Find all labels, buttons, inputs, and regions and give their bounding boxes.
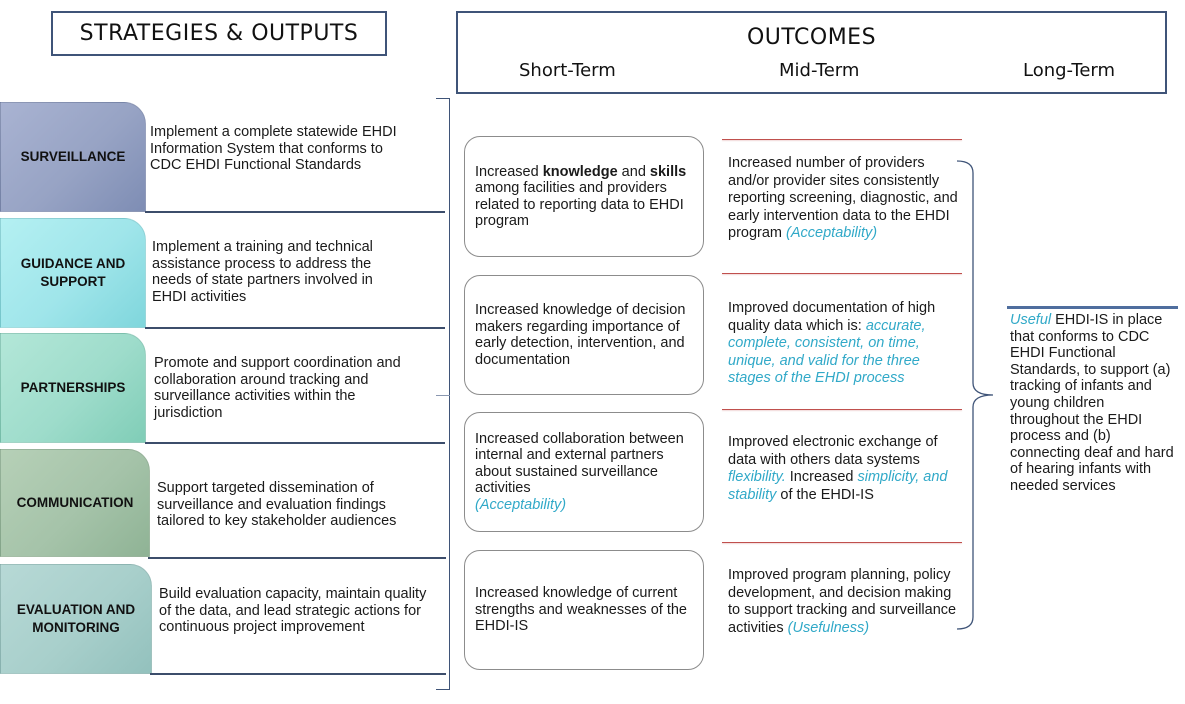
short-term-outcome: Increased knowledge of decision makers regarding importance of early detection, intervention, and documentation bbox=[464, 275, 704, 395]
mid-term-outcome: Improved program planning, policy development, and decision making to support tracking and surveillance activities (Usefulness) bbox=[728, 567, 957, 636]
short-term-outcome: Increased knowledge and skills among facilities and providers related to reporting data to EHDI program bbox=[464, 136, 704, 257]
outcomes-header-box bbox=[456, 11, 1167, 94]
row-divider bbox=[150, 673, 446, 675]
strategies-title: STRATEGIES & OUTPUTS bbox=[79, 21, 359, 46]
mid-term-outcome: Improved electronic exchange of data with others data systems flexibility. Increased simplicity, and stability of the EHDI-IS bbox=[728, 434, 948, 503]
short-term-outcome: Increased knowledge of current strengths and weaknesses of the EHDI-IS bbox=[464, 550, 704, 670]
category-communication bbox=[0, 449, 150, 557]
mid-term-brace bbox=[955, 155, 995, 635]
category-label: EVALUATION AND MONITORING bbox=[16, 602, 136, 635]
output-communication: Support targeted dissemination of surveillance and evaluation findings tailored to key stakeholder audiences bbox=[157, 480, 397, 529]
output-surveillance: Implement a complete statewide EHDI Information System that conforms to CDC EHDI Functional Standards bbox=[150, 124, 397, 173]
category-label: COMMUNICATION bbox=[16, 495, 134, 510]
column-mid-term: Mid-Term bbox=[779, 60, 860, 81]
column-long-term: Long-Term bbox=[1023, 60, 1116, 81]
mid-term-divider bbox=[722, 542, 962, 543]
data-quality-attributes: accurate, complete, consistent, on time, unique, and valid for the three stages of the EHDI process bbox=[728, 317, 926, 386]
category-label: GUIDANCE AND SUPPORT bbox=[20, 256, 126, 289]
category-guidance-and-support bbox=[0, 218, 146, 328]
row-divider bbox=[145, 442, 445, 444]
strategies-header-box bbox=[51, 11, 387, 56]
outcomes-title: OUTCOMES bbox=[746, 25, 877, 50]
category-label: PARTNERSHIPS bbox=[20, 380, 126, 395]
category-evaluation-and-monitoring bbox=[0, 564, 152, 674]
column-short-term: Short-Term bbox=[519, 60, 616, 81]
output-evaluation-and-monitoring: Build evaluation capacity, maintain quality of the data, and lead strategic actions for continuous project improvement bbox=[159, 586, 427, 635]
row-divider bbox=[145, 327, 445, 329]
mid-term-divider bbox=[722, 273, 962, 274]
strategies-bracket bbox=[436, 98, 450, 690]
emphasis-knowledge: knowledge bbox=[542, 163, 618, 180]
emphasis-skills: skills bbox=[649, 163, 687, 180]
long-term-outcome: Useful EHDI-IS in place that conforms to CDC EHDI Functional Standards, to support (a) tracking of infants and young children throughout the EHDI process and (b) connecting deaf and hard of hearing infants with needed services bbox=[1010, 312, 1174, 494]
mid-term-outcome: Increased number of providers and/or provider sites consistently reporting screening, diagnostic, and early intervention data to the EHDI program (Acceptability) bbox=[728, 155, 958, 241]
mid-term-divider bbox=[722, 409, 962, 410]
useful-tag: Useful bbox=[1010, 312, 1052, 328]
flexibility-tag: flexibility. bbox=[728, 469, 786, 485]
acceptability-tag: (Acceptability) bbox=[475, 496, 567, 513]
mid-term-outcome: Improved documentation of high quality data which is: accurate, complete, consistent, on time, unique, and valid for the three stages of the EHDI process bbox=[728, 300, 936, 386]
row-divider bbox=[145, 211, 445, 213]
acceptability-tag: (Acceptability) bbox=[786, 225, 878, 241]
simplicity-stability-tag: simplicity, and stability bbox=[728, 469, 948, 503]
category-partnerships bbox=[0, 333, 146, 443]
output-partnerships: Promote and support coordination and collaboration around tracking and surveillance activities within the jurisdiction bbox=[154, 355, 401, 421]
category-label: SURVEILLANCE bbox=[20, 149, 126, 164]
bracket-connector bbox=[436, 395, 450, 396]
category-surveillance bbox=[0, 102, 146, 212]
short-term-outcome: Increased collaboration between internal and external partners about sustained surveillance activities (Acceptability) bbox=[464, 412, 704, 532]
long-term-divider bbox=[1007, 306, 1178, 309]
usefulness-tag: (Usefulness) bbox=[787, 619, 870, 636]
output-guidance-and-support: Implement a training and technical assistance process to address the needs of state partners involved in EHDI activities bbox=[152, 239, 373, 305]
row-divider bbox=[148, 557, 446, 559]
mid-term-divider bbox=[722, 139, 962, 140]
